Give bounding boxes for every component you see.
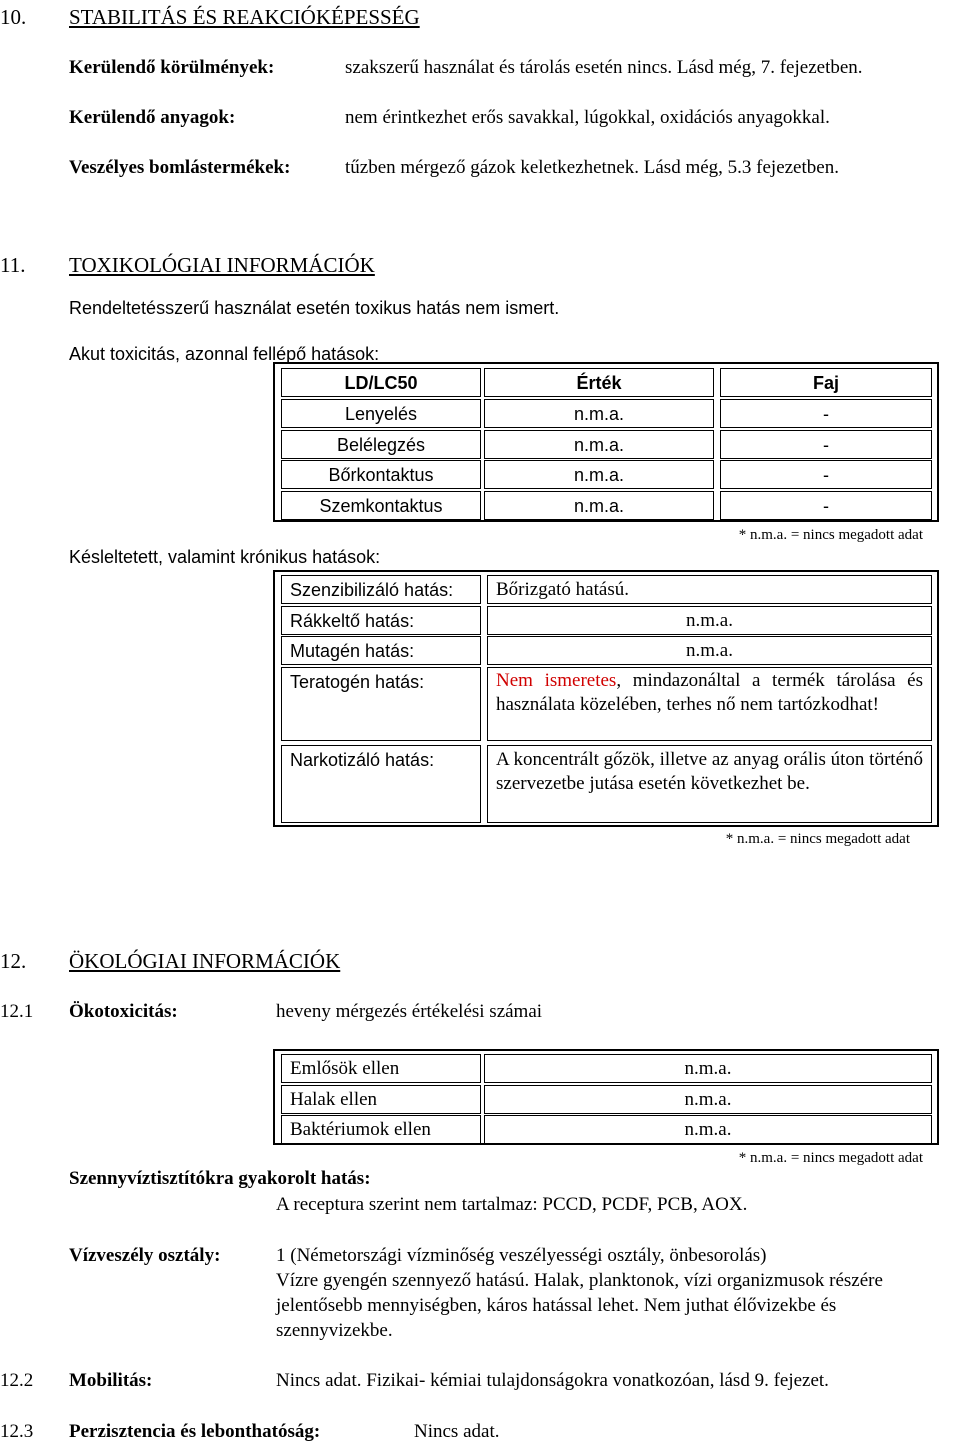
acute-row-species: - — [720, 399, 932, 428]
acute-header-species: Faj — [720, 368, 932, 397]
chronic-label: Narkotizáló hatás: — [281, 745, 481, 823]
decomposition-label: Veszélyes bomlástermékek: — [69, 157, 291, 178]
acute-header-value: Érték — [484, 368, 714, 397]
acute-row-value: n.m.a. — [484, 460, 714, 489]
water-line: szennyvizekbe. — [276, 1320, 393, 1341]
section-10-number: 10. — [0, 5, 27, 29]
eco-label: Baktériumok ellen — [281, 1115, 481, 1144]
acute-title: Akut toxicitás, azonnal fellépő hatások: — [69, 344, 380, 364]
avoid-conditions-label: Kerülendő körülmények: — [69, 57, 275, 78]
chronic-value: n.m.a. — [487, 606, 932, 635]
s122-value: Nincs adat. Fizikai- kémiai tulajdonságokra vonatkozóan, lásd 9. fejezet. — [276, 1370, 829, 1391]
s123-number: 12.3 — [0, 1421, 34, 1442]
chronic-footnote: * n.m.a. = nincs megadott adat — [725, 831, 910, 847]
chronic-label: Teratogén hatás: — [281, 667, 481, 741]
narcotic-text: A koncentrált gőzök, illetve az anyag orális úton történő szervezetbe jutása esetén következhet be. — [496, 749, 923, 794]
avoid-materials-label: Kerülendő anyagok: — [69, 107, 236, 128]
eco-value: n.m.a. — [484, 1054, 932, 1083]
eco-label: Emlősök ellen — [281, 1054, 481, 1083]
acute-row-route: Belélegzés — [281, 430, 481, 459]
decomposition-value: tűzben mérgező gázok keletkezhetnek. Lásd még, 5.3 fejezetben. — [345, 157, 839, 178]
section-11-title: TOXIKOLÓGIAI INFORMÁCIÓK — [69, 253, 375, 277]
chronic-title: Késleltetett, valamint krónikus hatások: — [69, 547, 381, 567]
acute-row-route: Bőrkontaktus — [281, 460, 481, 489]
s122-number: 12.2 — [0, 1370, 34, 1391]
chronic-value: Bőrizgató hatású. — [487, 575, 932, 604]
section-12-number: 12. — [0, 949, 27, 973]
chronic-value — [487, 667, 932, 741]
chronic-value: n.m.a. — [487, 636, 932, 665]
s123-label: Perzisztencia és lebonthatóság: — [69, 1421, 321, 1442]
avoid-materials-value: nem érintkezhet erős savakkal, lúgokkal, oxidációs anyagokkal. — [345, 107, 830, 128]
eco-value: n.m.a. — [484, 1115, 932, 1144]
acute-row-species: - — [720, 491, 932, 520]
chronic-label: Rákkeltő hatás: — [281, 606, 481, 635]
tox-intro: Rendeltetésszerű használat esetén toxikus hatás nem ismert. — [69, 298, 560, 318]
acute-row-route: Lenyelés — [281, 399, 481, 428]
teratogen-rest-text: , mindazonáltal a termék tárolása és használata közelében, terhes nő nem tartózkodhat! — [496, 670, 923, 715]
acute-row-value: n.m.a. — [484, 491, 714, 520]
chronic-value — [487, 745, 932, 823]
acute-row-value: n.m.a. — [484, 399, 714, 428]
section-10-title: STABILITÁS ÉS REAKCIÓKÉPESSÉG — [69, 5, 420, 29]
water-line: Vízre gyengén szennyező hatású. Halak, planktonok, vízi organizmusok részére — [276, 1270, 883, 1291]
teratogen-text — [496, 669, 923, 717]
acute-header-ldlc50: LD/LC50 — [281, 368, 481, 397]
acute-row-species: - — [720, 460, 932, 489]
waste-label: Szennyvíztisztítókra gyakorolt hatás: — [69, 1168, 371, 1189]
s121-label: Ökotoxicitás: — [69, 1001, 178, 1022]
avoid-conditions-value: szakszerű használat és tárolás esetén nincs. Lásd még, 7. fejezetben. — [345, 57, 863, 78]
teratogen-red-text: Nem ismeretes — [496, 670, 617, 691]
water-line: jelentősebb mennyiségben, káros hatással lehet. Nem juthat élővizekbe és — [276, 1295, 837, 1316]
water-line: 1 (Németországi vízminőség veszélyességi osztály, önbesorolás) — [276, 1245, 767, 1266]
section-12-title: ÖKOLÓGIAI INFORMÁCIÓK — [69, 949, 341, 973]
s121-value: heveny mérgezés értékelési számai — [276, 1001, 543, 1022]
water-label: Vízveszély osztály: — [69, 1245, 221, 1266]
acute-footnote: * n.m.a. = nincs megadott adat — [738, 527, 923, 543]
acute-row-value: n.m.a. — [484, 430, 714, 459]
section-11-number: 11. — [0, 253, 26, 277]
waste-value: A receptura szerint nem tartalmaz: PCCD, PCDF, PCB, AOX. — [276, 1194, 748, 1215]
s122-label: Mobilitás: — [69, 1370, 153, 1391]
s123-value: Nincs adat. — [414, 1421, 500, 1442]
acute-row-route: Szemkontaktus — [281, 491, 481, 520]
s121-number: 12.1 — [0, 1001, 34, 1022]
acute-row-species: - — [720, 430, 932, 459]
chronic-label: Szenzibilizáló hatás: — [281, 575, 481, 604]
chronic-label: Mutagén hatás: — [281, 636, 481, 665]
eco-label: Halak ellen — [281, 1085, 481, 1114]
eco-value: n.m.a. — [484, 1085, 932, 1114]
eco-footnote: * n.m.a. = nincs megadott adat — [738, 1150, 923, 1166]
